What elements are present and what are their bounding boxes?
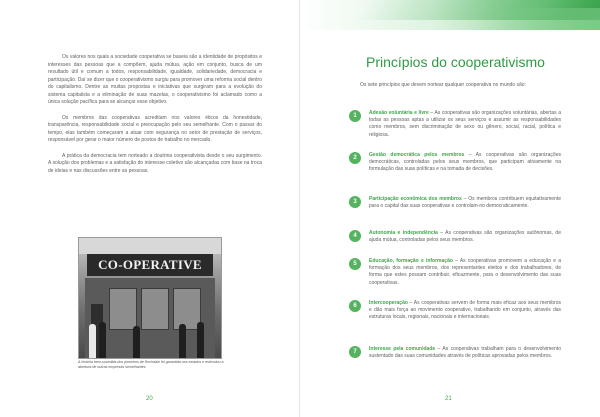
- number-badge-icon: 6: [349, 300, 361, 312]
- paragraph-democracy: A prática da democracia tem norteado a doutrina cooperativista desde o seu surgimento. A solução dos problemas e a satisfação do interesse coletivo são alcançadas com base na troca de ideias e nas discussões entre as pessoas.: [48, 152, 262, 174]
- principle-text: – As cooperativas são organizações voluntárias, abertas a todas as pessoas aptas a utilizar os seus serviços e assumir as responsabilidades como membros, sem discriminação de sexo ou gênero, social, racial, política e religiosa.: [369, 110, 561, 138]
- left-text-column: [48, 54, 262, 183]
- principle-text: – As cooperativas servem de forma mais eficaz aos seus membros e dão mais força ao movimento cooperativo, trabalhando em conjunto, através das estruturas locais, regionais, nacionais e internacionais.: [369, 300, 561, 321]
- number-badge-icon: 3: [349, 196, 361, 208]
- principle-title: Intercooperação: [369, 300, 408, 306]
- page-number-left: 20: [146, 396, 153, 402]
- decorative-green-ribbon: [300, 0, 600, 30]
- principle-title: Adesão voluntária e livre: [369, 110, 429, 116]
- intro-text: Os sete princípios que devem nortear qualquer cooperativa no mundo são:: [360, 82, 526, 88]
- principle-text: – Os membros contribuem equitativamente para o capital das suas cooperativas e controlam-no democraticamente.: [369, 196, 561, 210]
- principle-title: Educação, formação e informação: [369, 258, 453, 264]
- number-badge-icon: 1: [349, 110, 361, 122]
- historic-store-photo: [78, 237, 222, 359]
- person-figure: [179, 324, 186, 358]
- number-badge-icon: 5: [349, 258, 361, 270]
- principle-text: – As cooperativas são organizações democráticas, controladas pelos seus membros, que participam ativamente na formulação das suas políticas e na tomada de decisões.: [369, 152, 561, 173]
- principle-title: Interesse pela comunidade: [369, 346, 436, 352]
- person-figure: [197, 322, 204, 358]
- number-badge-icon: 7: [349, 346, 361, 358]
- person-figure: [89, 324, 96, 358]
- page-title: Princípios do cooperativismo: [366, 54, 545, 70]
- person-figure: [133, 326, 140, 358]
- page-number-right: 21: [445, 396, 452, 402]
- person-figure: [99, 322, 106, 358]
- principle-title: Participação econômica dos membros: [369, 196, 462, 202]
- paragraph-ethics: Os membros das cooperativas acreditam nos valores éticos da honestidade, transparência, responsabilidade social e preocupação pelo seu semelhante. Com o passar do tempo, elas também começaram a atuar com segurança no setor de prestação de serviços, responsável por gerar o maior número de postos de trabalho no mercado.: [48, 114, 262, 143]
- paragraph-values: Os valores nos quais a sociedade cooperativa se baseia são a identidade de propósitos e interesses das pessoas que a compõem, ajuda mútua, ação em conjunto, busca de um resultado útil e comum a todos, responsabilidade, igualdade, solidariedade, democracia e participação. Daí se dizer que o cooperativismo surgiu para promover uma reforma social dentro do capitalismo. Dentre as muitas propostas e iniciativas que surgiram para a evolução do sistema capitalista e a eliminação de suas mazelas, o cooperativismo foi aclamado como a única solução pacífica para se alcançar esse objetivo.: [48, 54, 262, 105]
- store-sign-text: CO-OPERATIVE: [98, 257, 202, 272]
- store-sign: [87, 254, 213, 276]
- principle-title: Gestão democrática pelos membros: [369, 152, 465, 158]
- number-badge-icon: 4: [349, 230, 361, 242]
- photo-caption: A história bem-sucedida dos pioneiros de Rochdale foi garantida nos estados e estimulou a abertura de outras empresas semelhantes: [78, 360, 224, 369]
- principle-text: – As cooperativas são organizações autônomas, de ajuda mútua, controladas pelos seus membros.: [369, 230, 561, 244]
- principle-text: – As cooperativas trabalham para o desenvolvimento sustentado das suas comunidades através de políticas aprovadas pelos membros.: [369, 346, 561, 360]
- principle-text: – As cooperativas promovem a educação e a formação dos seus membros, dos representantes eleitos e dos trabalhadores, de forma que estes possam contribuir, eficazmente, para o desenvolvimento das suas cooperativas.: [369, 258, 561, 286]
- number-badge-icon: 2: [349, 152, 361, 164]
- principle-title: Autonomia e independência: [369, 230, 438, 236]
